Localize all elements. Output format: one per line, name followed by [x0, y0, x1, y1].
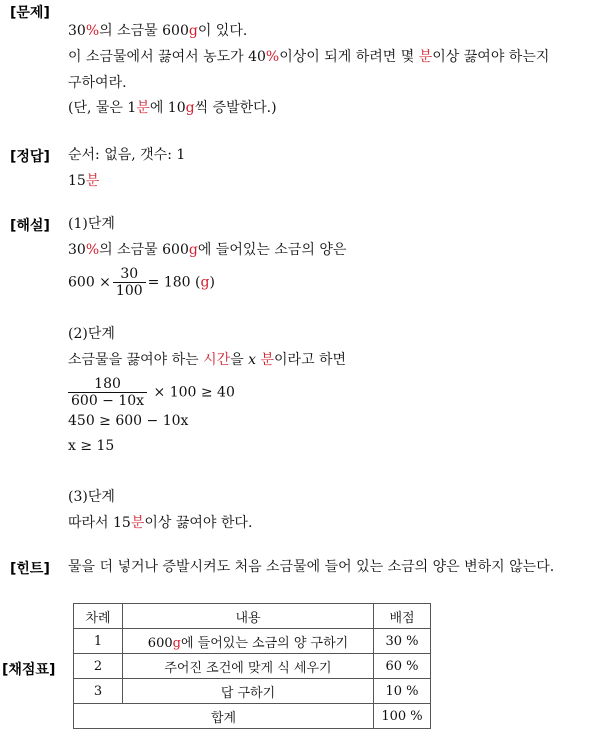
row-order: 2	[74, 654, 123, 679]
fraction: $\frac{30}{100}$	[113, 266, 146, 299]
fraction: $\frac{180}{600 - 10x}$	[68, 376, 147, 409]
answer-line-2: 15분	[68, 173, 100, 189]
rubric-label: [채점표]	[2, 662, 56, 678]
answer-line-1: 순서: 없음, 갯수: 1	[68, 147, 186, 163]
problem-line-4: (단, 물은 1분에 10g씩 증발한다.)	[68, 100, 277, 116]
total-score: 100 %	[374, 704, 431, 729]
step3-title: (3)단계	[68, 489, 115, 505]
answer-label: [정답]	[10, 149, 50, 165]
row-content: 600g에 들어있는 소금의 양 구하기	[123, 629, 374, 654]
hint-label: [힌트]	[10, 561, 50, 577]
problem-line-3: 구하여라.	[68, 75, 127, 91]
table-header-row	[74, 604, 431, 629]
table-total-row	[74, 704, 431, 729]
row-content: 주어진 조건에 맞게 식 세우기	[123, 654, 374, 679]
header-score: 배점	[374, 604, 431, 629]
table-row	[74, 679, 431, 704]
step2-equation-3: x ≥ 15	[68, 438, 115, 454]
hint-text: 물을 더 넣거나 증발시켜도 처음 소금물에 들어 있는 소금의 양은 변하지 않는다.	[68, 559, 555, 575]
step2-equation-1: $\frac{180}{600 - 10x}$ × 100 ≥ 40	[68, 376, 235, 409]
step1-title: (1)단계	[68, 216, 115, 232]
step2-line: 소금물을 끓여야 하는 시간을 x 분이라고 하면	[68, 352, 347, 368]
step1-equation: 600 × $\frac{30}{100}$ = 180 (g)	[68, 266, 215, 299]
solution-label: [해설]	[10, 218, 50, 234]
table-row	[74, 654, 431, 679]
problem-line-1: 30%의 소금물 600g이 있다.	[68, 23, 248, 39]
step3-line: 따라서 15분이상 끓여야 한다.	[68, 515, 253, 531]
problem-line-2: 이 소금물에서 끓여서 농도가 40%이상이 되게 하려면 몇 분이상 끓여야 하는지	[68, 49, 550, 65]
table-row	[74, 629, 431, 654]
header-order: 차례	[74, 604, 123, 629]
row-score: 30 %	[374, 629, 431, 654]
row-order: 1	[74, 629, 123, 654]
row-score: 60 %	[374, 654, 431, 679]
step1-line: 30%의 소금물 600g에 들어있는 소금의 양은	[68, 242, 347, 258]
problem-label: [문제]	[10, 5, 50, 21]
rubric-table	[73, 603, 431, 729]
row-content: 답 구하기	[123, 679, 374, 704]
step2-equation-2: 450 ≥ 600 − 10x	[68, 413, 189, 429]
row-score: 10 %	[374, 679, 431, 704]
row-order: 3	[74, 679, 123, 704]
total-label: 합계	[74, 704, 374, 729]
step2-title: (2)단계	[68, 326, 115, 342]
header-content: 내용	[123, 604, 374, 629]
